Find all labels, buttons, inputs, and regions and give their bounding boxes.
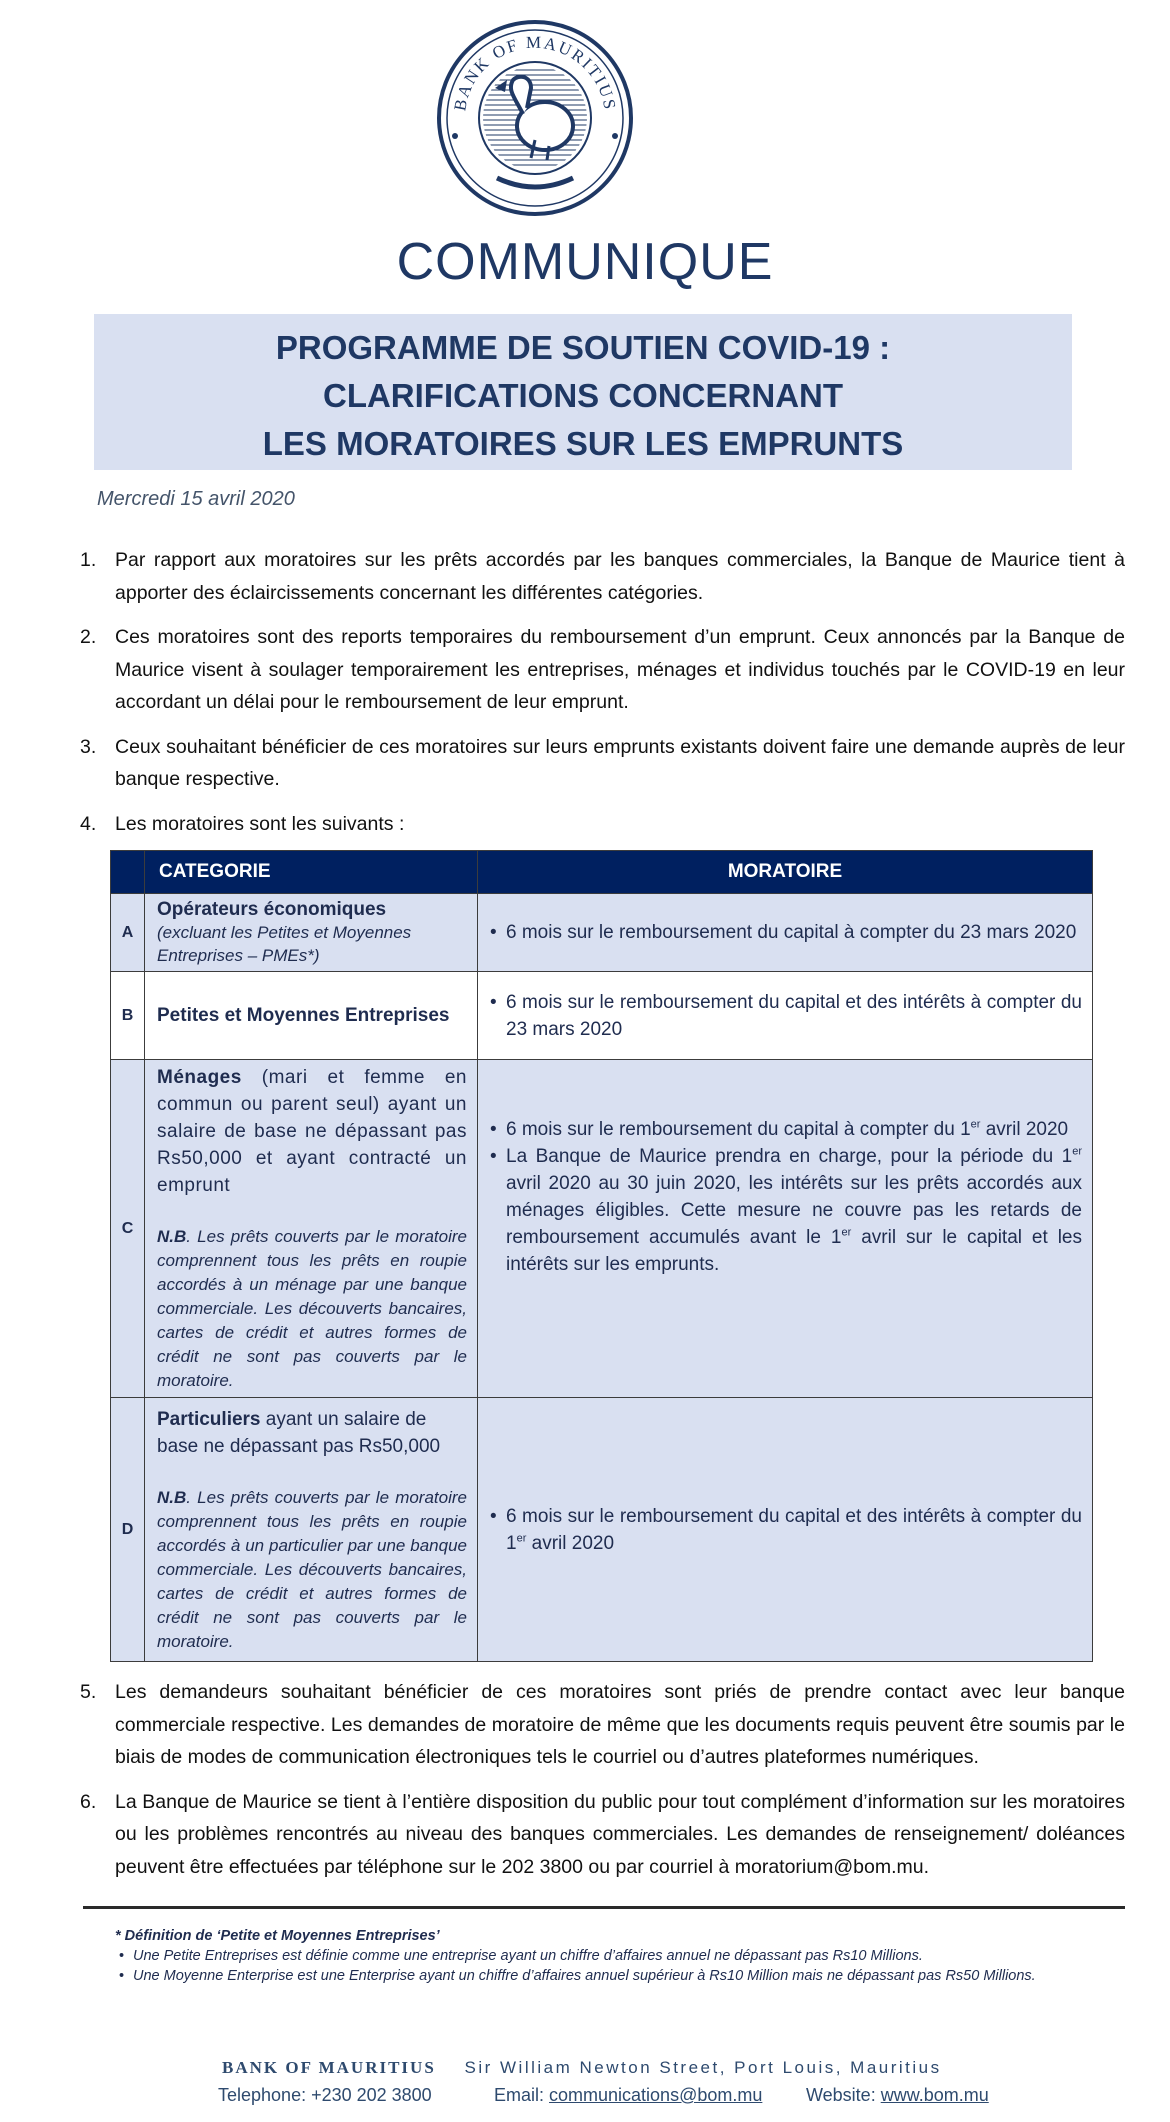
category-detail: ayant un salaire de base ne dépassant pas Rs50,000 [157,1408,441,1457]
paragraph-number: 2. [80,626,97,648]
svg-text:BANK OF MAURITIUS: BANK OF MAURITIUS [450,32,620,113]
paragraph-5 [80,1676,1125,1774]
table-row-b [111,972,1093,1060]
row-moratoire [478,1060,1093,1398]
footer-address: Sir William Newton Street, Port Louis, Mauritius [464,2058,942,2077]
communique-heading: COMMUNIQUE [396,233,774,291]
moratoire-bullet: • La Banque de Maurice prendra en charge, pour la période du 1er avril 2020 au 30 juin 2020, les intérêts sur les prêts accordés aux ménages éligibles. Cette mesure ne couvre pas les retards de remboursement accumulés avant le 1er avril sur le capital et les intérêts sur les emprunts. [506,1143,1082,1278]
title-line-2: CLARIFICATIONS CONCERNANT [322,377,844,414]
category-title: Ménages [157,1067,242,1088]
paragraph-number: 6. [80,1790,97,1813]
row-category [145,1398,478,1662]
header-letter [111,851,145,894]
category-nb [157,1486,467,1654]
table-row-c [111,1060,1093,1398]
moratoire-bullet: • 6 mois sur le remboursement du capital et des intérêts à compter du 1er avril 2020 [506,1503,1082,1557]
paragraph-text: Ceux souhaitant bénéficier de ces moratoires sur leurs emprunts existants doivent faire une demande auprès de leur banque respective. [115,735,1125,790]
row-category [145,894,478,972]
nb-text: . Les prêts couverts par le moratoire comprennent tous les prêts en roupie accordés à un ménage par une banque commerciale. Les découverts bancaires, cartes de crédit et autres formes de crédit ne sont pas couverts par le moratoire. [157,1227,467,1390]
row-moratoire [478,894,1093,972]
email-link[interactable]: communications@bom.mu [549,2085,763,2105]
bank-of-mauritius-logo [435,18,635,218]
title-line-1: PROGRAMME DE SOUTIEN COVID-19 : [275,329,891,366]
category-title: Petites et Moyennes Entreprises [157,1004,450,1026]
footnote-item: • Une Moyenne Enterprise est une Enterprise ayant un chiffre d’affaires annuel supérieur à Rs10 Million mais ne dépassant pas Rs50 Millions. [133,1966,1036,1986]
footnote-item: • Une Petite Entreprises est définie comme une entreprise ayant un chiffre d’affaires annuel ne dépassant pas Rs10 Millions. [133,1946,1036,1966]
paragraph-number: 1. [80,549,97,571]
moratoire-bullet: • 6 mois sur le remboursement du capital et des intérêts à compter du 23 mars 2020 [506,989,1082,1043]
category-title: Opérateurs économiques [157,898,387,920]
sme-definition-footnote [115,1928,1036,1986]
category-nb [157,1225,467,1393]
paragraph-text: Les demandeurs souhaitant bénéficier de ces moratoires sont priés de prendre contact avec leur banque commerciale respective. Les demandes de moratoire de même que les documents requis peuvent être soumis par le biais de modes de communication électroniques tels le courriel ou d’autres plateformes numériques. [115,1681,1125,1768]
paragraph-text: Par rapport aux moratoires sur les prêts accordés par les banques commerciales, la Banque de Maurice tient à apporter des éclaircissements concernant les différentes catégories. [115,549,1125,604]
row-category [145,972,478,1060]
paragraph-1 [80,544,1125,609]
paragraph-number: 4. [80,812,97,835]
row-letter: A [111,894,145,972]
title-line-3: LES MORATOIRES SUR LES EMPRUNTS [262,425,904,462]
footer-telephone: Telephone: +230 202 3800 [218,2085,432,2105]
paragraph-list-bottom [80,1676,1125,1895]
moratoire-bullet: • 6 mois sur le remboursement du capital à compter du 23 mars 2020 [506,919,1082,946]
row-letter: C [111,1060,145,1398]
table-row-d [111,1398,1093,1662]
title-banner [94,314,1072,470]
website-link[interactable]: www.bom.mu [880,2085,989,2105]
dodo-seal-icon [435,18,635,218]
header-category: CATEGORIE [145,851,478,894]
publication-date: Mercredi 15 avril 2020 [97,488,295,510]
paragraph-2 [80,621,1125,719]
footer-bank-name: BANK OF MAURITIUS [222,2058,436,2077]
nb-text: . Les prêts couverts par le moratoire comprennent tous les prêts en roupie accordés à un particulier par une banque commerciale. Les découverts bancaires, cartes de crédit et autres formes de crédit ne sont pas couverts par le moratoire. [157,1487,467,1651]
category-detail: (mari et femme en commun ou parent seul) ayant un salaire de base ne dépassant pas Rs50,000 et ayant contracté un emprunt [157,1067,467,1196]
row-moratoire [478,1398,1093,1662]
table-header-row [111,851,1093,894]
paragraph-text: Les moratoires sont les suivants : [115,812,405,835]
nb-label: N.B [157,1487,187,1507]
paragraph-6 [80,1786,1125,1884]
table-row-a [111,894,1093,972]
category-note: (excluant les Petites et Moyennes Entreprises – PMEs*) [157,922,412,965]
paragraph-number: 3. [80,735,97,758]
row-letter: D [111,1398,145,1662]
header-moratoire: MORATOIRE [478,851,1093,894]
paragraph-list-top [80,544,1125,852]
paragraph-text: La Banque de Maurice se tient à l’entière disposition du public pour tout complément d’information sur les moratoires ou les problèmes rencontrés au niveau des banques commerciales. Les demandes de renseignement/ doléances peuvent être effectuées par téléphone sur le 202 3800 ou par courriel à moratorium@bom.mu. [115,1790,1125,1878]
paragraph-number: 5. [80,1681,97,1703]
moratoire-table [110,850,1093,1662]
category-description [157,1064,467,1199]
row-category [145,1060,478,1398]
footnote-heading: * Définition de ‘Petite et Moyennes Entreprises’ [115,1928,440,1944]
nb-label: N.B [157,1227,187,1246]
moratoire-bullet: • 6 mois sur le remboursement du capital à compter du 1er avril 2020 [506,1116,1082,1143]
category-description [157,1406,467,1460]
footer-website: Website: www.bom.mu [806,2085,989,2105]
row-letter: B [111,972,145,1060]
paragraph-4 [80,808,1125,841]
category-title: Particuliers [157,1408,261,1430]
paragraph-text: Ces moratoires sont des reports temporaires du remboursement d’un emprunt. Ceux annoncés par la Banque de Maurice visent à soulager temporairement les entreprises, ménages et individus touchés par le COVID-19 en leur accordant un délai pour le remboursement de leur emprunt. [115,626,1125,713]
row-moratoire [478,972,1093,1060]
footnote-divider [83,1906,1125,1909]
paragraph-3 [80,731,1125,796]
footer-address-line [222,2058,942,2078]
footer-email: Email: communications@bom.mu [494,2085,763,2105]
